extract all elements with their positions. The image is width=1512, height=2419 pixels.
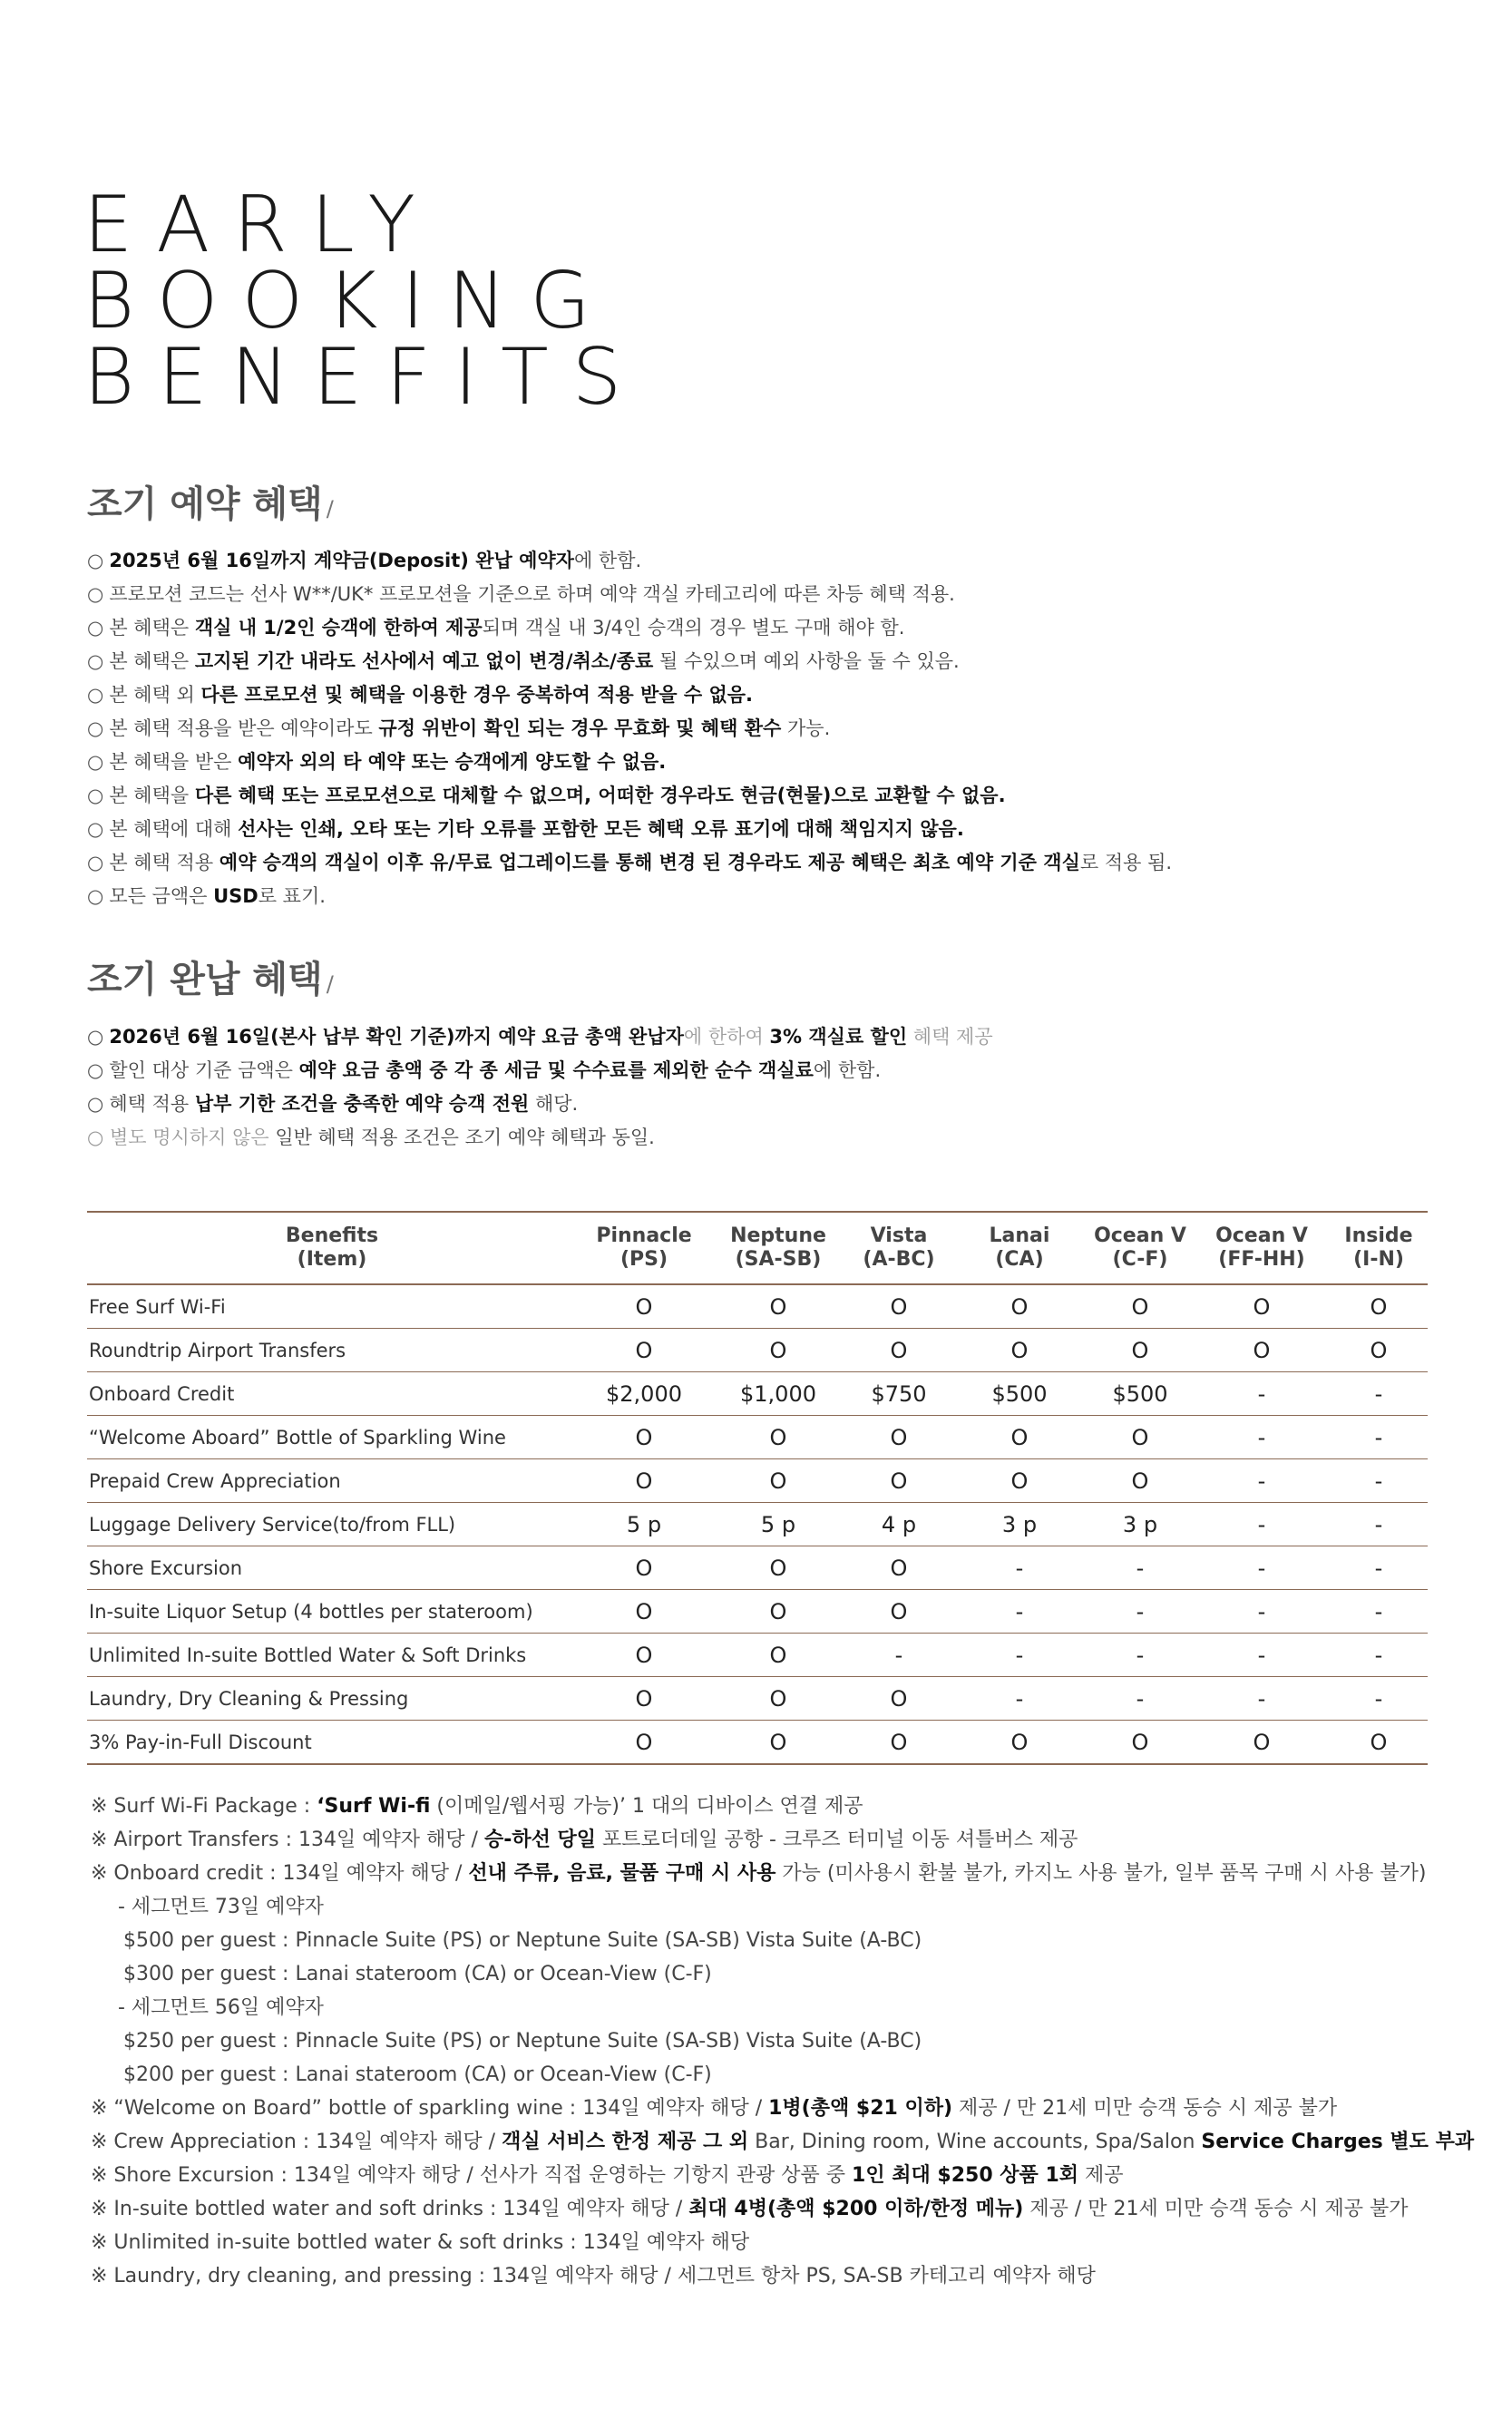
item-text: 포트로더데일 공항 - 크루즈 터미널 이동 셔틀버스 제공 — [596, 1829, 1078, 1851]
benefit-value-cell: O — [769, 1424, 787, 1450]
benefit-value-cell: - — [1374, 1511, 1383, 1537]
table-row — [87, 1677, 1428, 1721]
item-text: 에 한함. — [573, 550, 642, 571]
bullet-circle: ○ — [87, 684, 104, 706]
benefit-value-cell: O — [890, 1424, 908, 1450]
benefit-value-cell: - — [1257, 1685, 1266, 1712]
header-name: Ocean V — [1215, 1224, 1308, 1247]
benefit-value-cell: $500 — [1112, 1380, 1168, 1407]
item-text: ※ Crew Appreciation : 134일 예약자 해당 / — [91, 2131, 502, 2153]
benefit-value-cell: O — [635, 1729, 653, 1755]
column-header — [952, 1212, 1087, 1284]
item-text: (이메일/웹서핑 가능)’ 1 대의 디바이스 연결 제공 — [430, 1795, 863, 1818]
emphasis-text: 선내 주류, 음료, 물품 구매 시 사용 — [468, 1862, 776, 1885]
benefit-name-cell: Onboard Credit — [89, 1382, 235, 1405]
bullet-circle: ○ — [87, 818, 104, 840]
table-header-row — [87, 1212, 1428, 1284]
heading-slash: / — [326, 971, 334, 997]
benefit-value-cell: O — [1131, 1293, 1149, 1320]
item-text: - 세그먼트 73일 예약자 — [118, 1896, 324, 1918]
header-code: (PS) — [619, 1248, 668, 1271]
benefit-value-cell: O — [1253, 1293, 1271, 1320]
list-item — [87, 1020, 993, 1054]
benefit-value-cell: O — [1253, 1729, 1271, 1755]
emphasis-text: 예약 승객의 객실이 이후 유/무료 업그레이드를 통해 변경 된 경우라도 제공 혜택은 최초 예약 기준 객실 — [219, 852, 1080, 873]
emphasis-text: 예약 요금 총액 중 각 종 세금 및 수수료를 제외한 순수 객실료 — [298, 1059, 814, 1081]
item-text: ※ Laundry, dry cleaning, and pressing : 134일 예약자 해당 / 세그먼트 항차 PS, SA-SB 카테고리 예약자 해당 — [91, 2265, 1096, 2287]
footnote-item — [91, 1823, 1474, 1857]
list-item — [87, 1054, 993, 1088]
bullet-circle: ○ — [87, 852, 104, 873]
bullet-circle: ○ — [87, 1093, 104, 1115]
item-text: 본 혜택에 대해 — [109, 818, 239, 840]
benefit-value-cell: O — [635, 1468, 653, 1494]
benefit-value-cell: O — [1131, 1729, 1149, 1755]
benefit-value-cell: - — [1136, 1642, 1145, 1668]
benefit-value-cell: $1,000 — [740, 1380, 816, 1407]
item-text: 에 한하여 — [683, 1026, 770, 1048]
title-line: BENEFITS — [83, 332, 646, 423]
benefit-value-cell: - — [1257, 1598, 1266, 1624]
benefit-name-cell: “Welcome Aboard” Bottle of Sparkling Wine — [89, 1426, 506, 1448]
benefit-value-cell: - — [1136, 1598, 1145, 1624]
title-line: BOOKING — [83, 256, 614, 346]
list-item — [87, 746, 1172, 779]
benefit-name-cell: 3% Pay-in-Full Discount — [89, 1731, 312, 1753]
emphasis-text: 규정 위반이 확인 되는 경우 무효화 및 혜택 환수 — [378, 717, 782, 739]
column-header — [1330, 1212, 1428, 1284]
benefit-value-cell: O — [635, 1293, 653, 1320]
list-item — [87, 779, 1172, 813]
heading-slash: / — [326, 496, 334, 522]
header-code: (CA) — [995, 1248, 1044, 1271]
benefit-name-cell: In-suite Liquor Setup (4 bottles per stateroom) — [89, 1600, 533, 1623]
table-row — [87, 1372, 1428, 1416]
benefit-value-cell: O — [890, 1598, 908, 1624]
column-header — [1194, 1212, 1330, 1284]
emphasis-text: 다른 혜택 또는 프로모션으로 대체할 수 없으며, 어떠한 경우라도 현금(현물)으로 교환할 수 없음. — [194, 785, 1006, 806]
emphasis-text: 예약자 외의 타 예약 또는 승객에게 양도할 수 없음. — [238, 751, 667, 773]
benefit-value-cell: O — [635, 1598, 653, 1624]
item-text: 본 혜택 적용 — [109, 852, 219, 873]
item-text: ※ Shore Excursion : 134일 예약자 해당 / 선사가 직접 운영하는 기항지 관광 상품 중 — [91, 2164, 853, 2187]
benefit-value-cell: O — [890, 1685, 908, 1712]
header-name: Benefits — [285, 1224, 379, 1247]
footnote-item — [91, 2192, 1474, 2226]
column-header — [1087, 1212, 1194, 1284]
benefit-value-cell: O — [1370, 1337, 1388, 1363]
benefit-value-cell: - — [1015, 1642, 1024, 1668]
benefit-value-cell: O — [890, 1293, 908, 1320]
header-name: Neptune — [730, 1224, 826, 1247]
benefits-table — [87, 1211, 1428, 1765]
item-text: 제공 — [1078, 2164, 1124, 2187]
bullet-circle: ○ — [87, 617, 104, 639]
item-text: ※ Unlimited in-suite bottled water & soft drinks : 134일 예약자 해당 — [91, 2231, 750, 2254]
benefit-value-cell: - — [1136, 1555, 1145, 1581]
benefit-name-cell: Free Surf Wi-Fi — [89, 1295, 226, 1318]
item-text: 본 혜택을 — [109, 785, 195, 806]
footnote-item — [91, 1991, 1474, 2024]
benefit-name-cell: Roundtrip Airport Transfers — [89, 1339, 346, 1361]
footnote-item — [91, 1790, 1474, 1823]
table-row — [87, 1721, 1428, 1765]
benefit-value-cell: - — [1374, 1424, 1383, 1450]
table-row — [87, 1459, 1428, 1503]
benefit-value-cell: O — [1253, 1337, 1271, 1363]
list-item — [87, 678, 1172, 712]
item-text: $250 per guest : Pinnacle Suite (PS) or Neptune Suite (SA-SB) Vista Suite (A-BC) — [123, 2030, 922, 2053]
table-row — [87, 1634, 1428, 1677]
list-item — [87, 611, 1172, 645]
benefit-name-cell: Luggage Delivery Service(to/from FLL) — [89, 1513, 456, 1536]
footnote-item — [91, 2125, 1474, 2159]
benefit-value-cell: O — [1010, 1729, 1029, 1755]
emphasis-text: 1인 최대 $250 상품 1회 — [852, 2164, 1079, 2187]
benefit-value-cell: O — [635, 1685, 653, 1712]
benefit-value-cell: 3 p — [1001, 1511, 1038, 1537]
item-text: 가능. — [781, 717, 831, 739]
benefit-value-cell: O — [769, 1685, 787, 1712]
emphasis-text: 1병(총액 $21 이하) — [768, 2097, 953, 2120]
item-text: ※ Airport Transfers : 134일 예약자 해당 / — [91, 1829, 484, 1851]
table-row — [87, 1590, 1428, 1634]
footnote-item — [91, 2024, 1474, 2058]
footnote-item — [91, 1924, 1474, 1957]
benefit-value-cell: - — [1257, 1424, 1266, 1450]
item-text: 되며 객실 내 3/4인 승객의 경우 별도 구매 해야 함. — [482, 617, 905, 639]
benefit-value-cell: O — [769, 1293, 787, 1320]
benefit-value-cell: - — [1374, 1555, 1383, 1581]
benefit-value-cell: O — [1131, 1337, 1149, 1363]
bullet-circle: ○ — [87, 751, 104, 773]
item-text: 해당. — [529, 1093, 579, 1115]
emphasis-text: 다른 프로모션 및 혜택을 이용한 경우 중복하여 적용 받을 수 없음. — [200, 684, 754, 706]
benefit-value-cell: O — [769, 1468, 787, 1494]
benefit-value-cell: - — [1257, 1555, 1266, 1581]
item-text: 혜택 제공 — [907, 1026, 993, 1048]
item-text: 모든 금액은 — [109, 885, 214, 907]
benefit-value-cell: O — [1370, 1293, 1388, 1320]
benefit-value-cell: O — [1131, 1468, 1149, 1494]
emphasis-text: 승-하선 당일 — [483, 1829, 596, 1851]
item-text: Bar, Dining room, Wine accounts, Spa/Salon — [748, 2131, 1202, 2153]
emphasis-text: ‘Surf Wi-fi — [317, 1795, 431, 1818]
section-heading-early-payment — [87, 951, 334, 1002]
list-item — [87, 813, 1172, 846]
benefit-value-cell: O — [1131, 1424, 1149, 1450]
benefit-name-cell: Laundry, Dry Cleaning & Pressing — [89, 1687, 409, 1710]
header-code: (FF-HH) — [1218, 1248, 1305, 1271]
item-text: ※ “Welcome on Board” bottle of sparkling wine : 134일 예약자 해당 / — [91, 2097, 769, 2120]
header-name: Ocean V — [1094, 1224, 1186, 1247]
benefit-value-cell: O — [1010, 1424, 1029, 1450]
list-item — [87, 544, 1172, 578]
benefit-value-cell: O — [769, 1598, 787, 1624]
emphasis-text: 2025년 6월 16일까지 계약금(Deposit) 완납 예약자 — [109, 550, 574, 571]
benefit-value-cell: - — [1257, 1380, 1266, 1407]
emphasis-text: 2026년 6월 16일(본사 납부 확인 기준)까지 예약 요금 총액 완납자 — [109, 1026, 684, 1048]
list-item — [87, 578, 1172, 611]
emphasis-text: Service Charges 별도 부과 — [1201, 2131, 1475, 2153]
header-code: (SA-SB) — [735, 1248, 822, 1271]
emphasis-text: 객실 서비스 한정 제공 그 외 — [502, 2131, 749, 2153]
list-item — [87, 846, 1172, 880]
benefit-value-cell: O — [890, 1555, 908, 1581]
benefit-value-cell: O — [1010, 1337, 1029, 1363]
benefit-value-cell: $750 — [871, 1380, 927, 1407]
item-text: 본 혜택은 — [109, 617, 195, 639]
benefit-value-cell: O — [635, 1424, 653, 1450]
benefit-value-cell: O — [635, 1555, 653, 1581]
title-line: EARLY — [83, 180, 439, 270]
item-text: 본 혜택을 받은 — [109, 751, 239, 773]
column-header — [845, 1212, 952, 1284]
bullet-circle: ○ — [87, 717, 104, 739]
item-text: 될 수있으며 예외 사항을 둘 수 있음. — [653, 650, 960, 672]
item-text: 본 혜택은 — [109, 650, 195, 672]
benefit-value-cell: - — [894, 1642, 903, 1668]
header-name: Pinnacle — [596, 1224, 692, 1247]
item-text: 제공 / 만 21세 미만 승객 동승 시 제공 불가 — [1023, 2198, 1409, 2220]
bullet-circle: ○ — [87, 885, 104, 907]
footnote-item — [91, 1857, 1474, 1890]
item-text: 일반 혜택 적용 조건은 조기 예약 혜택과 동일. — [275, 1127, 655, 1148]
column-header — [711, 1212, 845, 1284]
section-heading-text: 조기 완납 혜택 — [87, 959, 323, 1000]
early-payment-conditions-list — [87, 1020, 993, 1155]
benefit-value-cell: O — [890, 1729, 908, 1755]
item-text: 프로모션 코드는 선사 W**/UK* 프로모션을 기준으로 하며 예약 객실 카테고리에 따른 차등 혜택 적용. — [109, 583, 955, 605]
list-item — [87, 712, 1172, 746]
list-item — [87, 1121, 993, 1155]
header-name: Inside — [1344, 1224, 1413, 1247]
item-text: ※ In-suite bottled water and soft drinks : 134일 예약자 해당 / — [91, 2198, 689, 2220]
item-text: $500 per guest : Pinnacle Suite (PS) or Neptune Suite (SA-SB) Vista Suite (A-BC) — [123, 1929, 922, 1952]
benefit-value-cell: O — [635, 1642, 653, 1668]
benefit-value-cell: - — [1136, 1685, 1145, 1712]
benefit-value-cell: O — [890, 1337, 908, 1363]
bullet-circle: ○ — [87, 550, 104, 571]
benefit-name-cell: Shore Excursion — [89, 1556, 243, 1579]
header-code: (A-BC) — [863, 1248, 935, 1271]
benefit-value-cell: 5 p — [760, 1511, 796, 1537]
column-header-benefits — [87, 1212, 577, 1284]
table-row — [87, 1546, 1428, 1590]
footnote-item — [91, 1890, 1474, 1924]
benefit-value-cell: - — [1374, 1642, 1383, 1668]
benefit-value-cell: - — [1257, 1511, 1266, 1537]
benefit-value-cell: O — [769, 1337, 787, 1363]
item-text: 가능 (미사용시 환불 불가, 카지노 사용 불가, 일부 품목 구매 시 사용 불가) — [776, 1862, 1427, 1885]
footnote-item — [91, 1957, 1474, 1991]
item-text: 본 혜택 적용을 받은 예약이라도 — [109, 717, 379, 739]
footnote-item — [91, 2159, 1474, 2192]
benefit-value-cell: O — [769, 1555, 787, 1581]
list-item — [87, 880, 1172, 913]
header-name: Lanai — [989, 1224, 1050, 1247]
list-item — [87, 645, 1172, 678]
item-text: ※ Surf Wi-Fi Package : — [91, 1795, 317, 1818]
early-booking-conditions-list — [87, 544, 1172, 913]
footnote-item — [91, 2259, 1474, 2293]
table-row — [87, 1503, 1428, 1546]
page-title — [83, 180, 646, 423]
benefit-value-cell: O — [1010, 1293, 1029, 1320]
item-text: 할인 대상 기준 금액은 — [109, 1059, 299, 1081]
benefit-value-cell: $500 — [991, 1380, 1048, 1407]
benefit-value-cell: O — [769, 1729, 787, 1755]
emphasis-text: 고지된 기간 내라도 선사에서 예고 없이 변경/취소/종료 — [194, 650, 654, 672]
benefit-value-cell: - — [1015, 1685, 1024, 1712]
benefit-value-cell: $2,000 — [606, 1380, 682, 1407]
emphasis-text: 최대 4병(총액 $200 이하/한정 메뉴) — [688, 2198, 1024, 2220]
benefit-value-cell: O — [1010, 1468, 1029, 1494]
footnotes-list — [91, 1790, 1474, 2293]
item-text: 로 표기. — [258, 885, 326, 907]
header-code: (I-N) — [1353, 1248, 1404, 1271]
list-item — [87, 1088, 993, 1121]
header-name: Vista — [870, 1224, 928, 1247]
item-text: $200 per guest : Lanai stateroom (CA) or Ocean-View (C-F) — [123, 2063, 712, 2086]
benefit-value-cell: 5 p — [626, 1511, 662, 1537]
column-header — [577, 1212, 711, 1284]
emphasis-text: USD — [213, 885, 259, 907]
bullet-circle: ○ — [87, 583, 104, 605]
bullet-circle: ○ — [87, 650, 104, 672]
table-row — [87, 1329, 1428, 1372]
benefit-value-cell: 4 p — [881, 1511, 917, 1537]
benefit-value-cell: - — [1374, 1685, 1383, 1712]
benefit-value-cell: - — [1374, 1598, 1383, 1624]
footnote-item — [91, 2226, 1474, 2259]
benefit-value-cell: O — [635, 1337, 653, 1363]
benefit-name-cell: Prepaid Crew Appreciation — [89, 1469, 341, 1492]
footnote-item — [91, 2092, 1474, 2125]
section-heading-text: 조기 예약 혜택 — [87, 483, 323, 525]
benefit-value-cell: O — [890, 1468, 908, 1494]
emphasis-text: 납부 기한 조건을 충족한 예약 승객 전원 — [194, 1093, 530, 1115]
emphasis-text: 객실 내 1/2인 승객에 한하여 제공 — [194, 617, 483, 639]
benefit-value-cell: - — [1374, 1468, 1383, 1494]
benefit-value-cell: - — [1015, 1598, 1024, 1624]
benefit-value-cell: O — [1370, 1729, 1388, 1755]
item-text: - 세그먼트 56일 예약자 — [118, 1996, 324, 2019]
item-text: 제공 / 만 21세 미만 승객 동승 시 제공 불가 — [952, 2097, 1338, 2120]
bullet-circle: ○ — [87, 1059, 104, 1081]
footnote-item — [91, 2058, 1474, 2092]
item-text: ○ 별도 명시하지 않은 — [87, 1127, 276, 1148]
item-text: 본 혜택 외 — [109, 684, 201, 706]
benefit-value-cell: - — [1257, 1468, 1266, 1494]
benefit-value-cell: - — [1257, 1642, 1266, 1668]
item-text: $300 per guest : Lanai stateroom (CA) or Ocean-View (C-F) — [123, 1963, 712, 1985]
item-text: 혜택 적용 — [109, 1093, 195, 1115]
benefit-name-cell: Unlimited In-suite Bottled Water & Soft Drinks — [89, 1644, 527, 1666]
table-body — [87, 1284, 1428, 1764]
benefit-value-cell: O — [769, 1642, 787, 1668]
benefit-value-cell: - — [1374, 1380, 1383, 1407]
bullet-circle: ○ — [87, 1026, 104, 1048]
benefit-value-cell: 3 p — [1122, 1511, 1158, 1537]
bullet-circle: ○ — [87, 785, 104, 806]
emphasis-text: 3% 객실료 할인 — [769, 1026, 908, 1048]
benefit-value-cell: - — [1015, 1555, 1024, 1581]
table-row — [87, 1416, 1428, 1459]
header-code: (Item) — [297, 1248, 367, 1271]
item-text: 에 한함. — [813, 1059, 882, 1081]
item-text: ※ Onboard credit : 134일 예약자 해당 / — [91, 1862, 469, 1885]
table-row — [87, 1284, 1428, 1329]
header-code: (C-F) — [1112, 1248, 1168, 1271]
emphasis-text: 선사는 인쇄, 오타 또는 기타 오류를 포함한 모든 혜택 오류 표기에 대해 책임지지 않음. — [238, 818, 964, 840]
section-heading-early-booking — [87, 475, 334, 527]
item-text: 로 적용 됨. — [1079, 852, 1173, 873]
